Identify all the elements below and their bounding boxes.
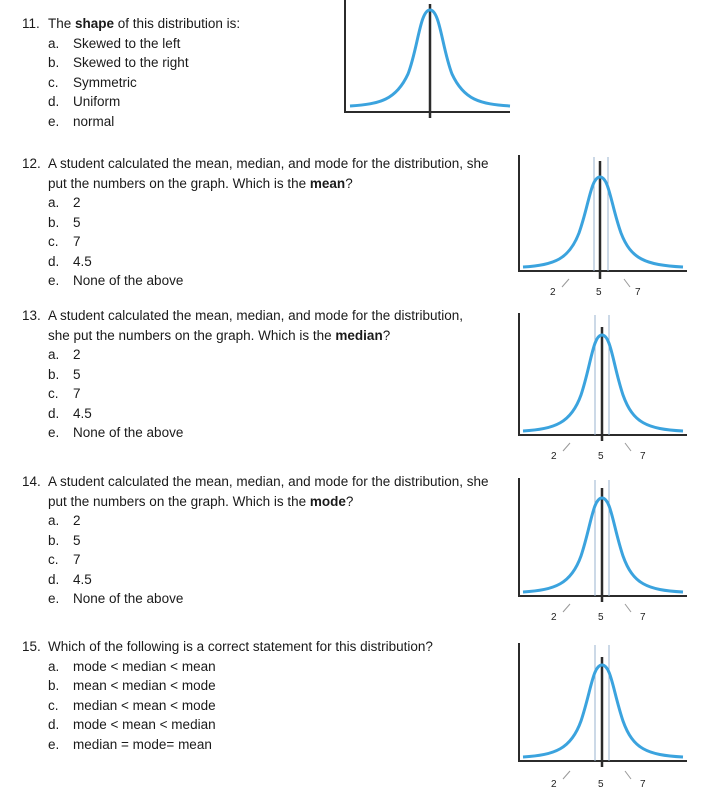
question-15 [22, 637, 502, 754]
option-e: e. median = mode= mean [48, 736, 212, 752]
option-a: a. 2 [48, 347, 81, 362]
option-c: c. median < mean < mode [48, 697, 216, 713]
question-stem: 14. A student calculated the mean, median, and mode for the distribution, she put the numbers on the graph. Which is the mode? [22, 474, 489, 509]
normal-curve-graph-14 [515, 478, 690, 628]
question-number: 14. [22, 474, 41, 489]
option-b: b. Skewed to the right [48, 55, 189, 70]
question-number: 11. [22, 16, 40, 31]
normal-curve-graph-11 [340, 0, 512, 120]
option-d: d. 4.5 [48, 253, 92, 269]
question-13 [22, 306, 502, 443]
option-d: d. 4.5 [48, 571, 92, 587]
axis-label-5: 5 [596, 287, 602, 298]
option-b: b. 5 [48, 532, 81, 548]
question-stem: 11. The shape of this distribution is: [22, 14, 502, 34]
option-e: e. None of the above [48, 591, 184, 606]
option-d: d. mode < mean < median [48, 717, 216, 732]
normal-curve-graph-12 [515, 155, 690, 300]
option-a: a. Skewed to the left [48, 35, 181, 51]
option-e: e. normal [48, 113, 115, 129]
option-e: e. None of the above [48, 425, 184, 440]
question-number: 15. [22, 639, 41, 654]
question-12 [22, 154, 502, 291]
option-list [22, 657, 502, 755]
question-stem: 15. Which of the following is a correct statement for this distribution? [22, 637, 502, 657]
axis-label-2: 2 [551, 779, 557, 790]
tick-mark [625, 771, 631, 779]
option-c: c. 7 [48, 234, 81, 249]
question-14 [22, 472, 502, 609]
axis-label-7: 7 [640, 612, 646, 623]
axis-label-7: 7 [635, 287, 641, 298]
question-number: 12. [22, 156, 41, 171]
tick-mark [625, 443, 631, 451]
option-a: a. mode < median < mean [48, 658, 216, 674]
tick-mark [624, 279, 630, 287]
tick-mark [563, 771, 570, 779]
option-d: d. 4.5 [48, 405, 92, 421]
option-b: b. mean < median < mode [48, 678, 216, 693]
axis-label-2: 2 [550, 287, 556, 298]
axis-label-2: 2 [551, 451, 557, 462]
option-b: b. 5 [48, 366, 81, 382]
option-c: c. 7 [48, 552, 81, 567]
option-b: b. 5 [48, 214, 81, 230]
bell-curve [523, 177, 683, 267]
axis-label-5: 5 [598, 779, 604, 790]
option-list [22, 345, 502, 443]
option-e: e. None of the above [48, 273, 184, 288]
question-stem: 13. A student calculated the mean, median, and mode for the distribution, she put the numbers on the graph. Which is the median? [22, 308, 464, 343]
option-a: a. 2 [48, 195, 81, 210]
option-a: a. 2 [48, 513, 81, 528]
option-c: c. Symmetric [48, 74, 137, 90]
option-c: c. 7 [48, 386, 81, 401]
tick-mark [563, 604, 570, 612]
graph-axis [345, 0, 510, 112]
graph-axis [519, 155, 687, 271]
question-stem: 12. A student calculated the mean, median, and mode for the distribution, she put the numbers on the graph. Which is the mean? [22, 156, 489, 191]
axis-label-7: 7 [640, 451, 646, 462]
question-number: 13. [22, 308, 41, 323]
option-list [22, 511, 502, 609]
normal-curve-graph-15 [515, 643, 690, 793]
normal-curve-graph-13 [515, 313, 690, 463]
option-list [22, 193, 502, 291]
axis-label-5: 5 [598, 451, 604, 462]
axis-label-7: 7 [640, 779, 646, 790]
option-d: d. Uniform [48, 94, 121, 109]
axis-label-5: 5 [598, 612, 604, 623]
tick-mark [563, 443, 570, 451]
tick-mark [562, 279, 569, 287]
axis-label-2: 2 [551, 612, 557, 623]
tick-mark [625, 604, 631, 612]
